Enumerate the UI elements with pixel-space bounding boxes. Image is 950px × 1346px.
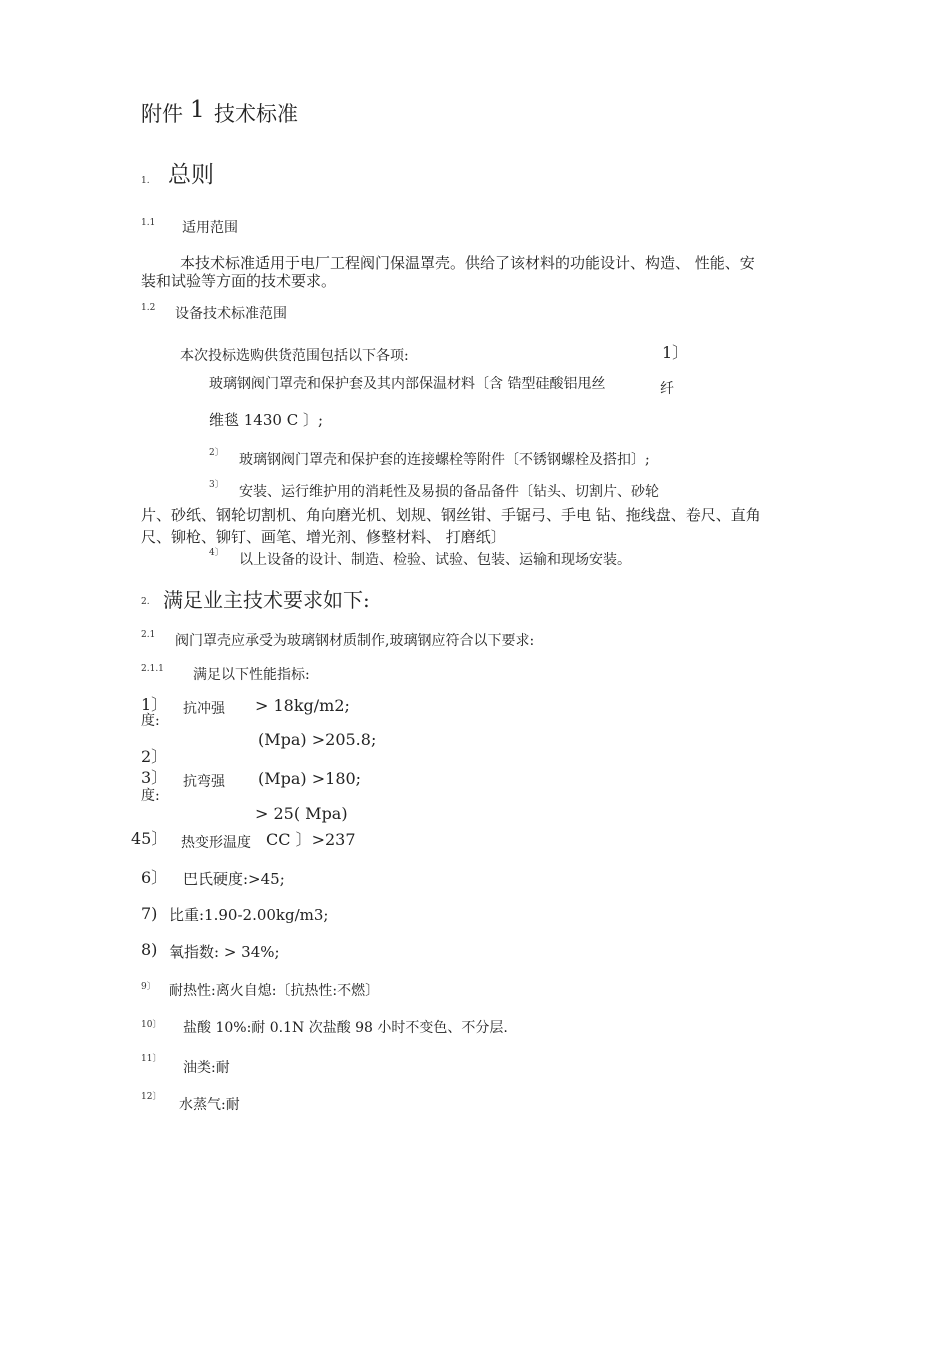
section-2-1-text: 阀门罩壳应承受为玻璃钢材质制作,玻璃钢应符合以下要求: bbox=[175, 633, 535, 649]
section-1-title: 总则 bbox=[168, 162, 214, 188]
prop-3-number: 3〕 bbox=[141, 768, 168, 787]
item-1-line-1: 玻璃钢阀门罩壳和保护套及其内部保温材料〔含 锆型硅酸铝甩丝 bbox=[209, 376, 606, 392]
item-1-line-2: 维毯 1430 C 〕; bbox=[209, 411, 324, 429]
section-1-number: 1. bbox=[141, 176, 150, 186]
prop-1-value: > 18kg/m2; bbox=[255, 696, 350, 715]
prop-1-number: 1〕 bbox=[141, 695, 168, 714]
prop-10-number: 10〕 bbox=[141, 1020, 162, 1030]
prop-8-text: 氧指数: > 34%; bbox=[169, 943, 280, 961]
prop-2-number: 2〕 bbox=[141, 747, 168, 766]
attachment-number: 1 bbox=[190, 97, 205, 123]
prop-11-number: 11〕 bbox=[141, 1054, 162, 1064]
item-3-number: 3〕 bbox=[209, 480, 224, 490]
prop-8-number: 8) bbox=[141, 940, 158, 959]
attachment-label: 附件 bbox=[141, 102, 183, 126]
section-1-2-title: 设备技术标准范围 bbox=[175, 306, 287, 322]
item-1-line-1-tail: 纤 bbox=[660, 381, 674, 397]
section-2-title: 满足业主技术要求如下: bbox=[163, 588, 370, 612]
prop-11-text: 油类:耐 bbox=[183, 1060, 230, 1076]
attachment-title: 技术标准 bbox=[214, 102, 298, 126]
prop-7-number: 7) bbox=[141, 904, 158, 923]
section-1-1-title: 适用范围 bbox=[182, 220, 238, 236]
prop-6-number: 6〕 bbox=[141, 868, 168, 887]
prop-10-text: 盐酸 10%:耐 0.1N 次盐酸 98 小时不变色、不分层. bbox=[183, 1020, 508, 1036]
prop-45-value: CC 〕>237 bbox=[266, 830, 356, 849]
item-1-number: 1〕 bbox=[662, 343, 689, 362]
prop-1-suffix: 度: bbox=[141, 713, 160, 729]
section-2-number: 2. bbox=[141, 597, 150, 607]
scope-intro: 本次投标选购供货范围包括以下各项: bbox=[180, 348, 409, 364]
section-2-1-1-text: 满足以下性能指标: bbox=[193, 667, 310, 683]
item-2-number: 2〕 bbox=[209, 448, 224, 458]
item-4-text: 以上设备的设计、制造、检验、试验、包装、运输和现场安装。 bbox=[239, 552, 631, 568]
item-3-line-2: 片、砂纸、钢轮切割机、角向磨光机、划规、钢丝钳、手锯弓、手电 钻、拖线盘、卷尺、直角 bbox=[141, 506, 761, 524]
prop-45-label: 热变形温度 bbox=[181, 835, 251, 851]
section-1-1-number: 1.1 bbox=[141, 218, 156, 228]
prop-1-label: 抗冲强 bbox=[183, 701, 225, 717]
prop-2-value: (Mpa) >205.8; bbox=[258, 730, 377, 749]
prop-6-text: 巴氏硬度:>45; bbox=[183, 870, 285, 888]
prop-9-number: 9〕 bbox=[141, 982, 156, 992]
prop-7-text: 比重:1.90-2.00kg/m3; bbox=[169, 906, 329, 924]
prop-4-value: > 25( Mpa) bbox=[255, 804, 348, 823]
item-3-line-3: 尺、铆枪、铆钉、画笔、增光剂、修整材料、 打磨纸〕 bbox=[141, 528, 506, 546]
item-3-line-1: 安装、运行维护用的消耗性及易损的备品备件〔钻头、切割片、砂轮 bbox=[239, 484, 659, 500]
prop-3-value: (Mpa) >180; bbox=[258, 769, 362, 788]
prop-12-number: 12〕 bbox=[141, 1092, 162, 1102]
prop-3-label: 抗弯强 bbox=[183, 774, 225, 790]
paragraph-scope-line-2: 装和试验等方面的技术要求。 bbox=[141, 272, 337, 290]
prop-9-text: 耐热性:离火自熄:〔抗热性:不燃〕 bbox=[169, 983, 380, 999]
prop-3-suffix: 度: bbox=[141, 788, 160, 804]
section-2-1-1-number: 2.1.1 bbox=[141, 664, 164, 674]
paragraph-scope-line-1: 本技术标准适用于电厂工程阀门保温罩壳。供给了该材料的功能设计、构造、 性能、安 bbox=[180, 254, 755, 272]
item-4-number: 4〕 bbox=[209, 548, 224, 558]
prop-12-text: 水蒸气:耐 bbox=[179, 1097, 240, 1113]
section-1-2-number: 1.2 bbox=[141, 303, 156, 313]
section-2-1-number: 2.1 bbox=[141, 630, 156, 640]
prop-45-number: 45〕 bbox=[131, 829, 168, 848]
item-2-text: 玻璃钢阀门罩壳和保护套的连接螺栓等附件〔不锈钢螺栓及搭扣〕; bbox=[239, 452, 650, 468]
